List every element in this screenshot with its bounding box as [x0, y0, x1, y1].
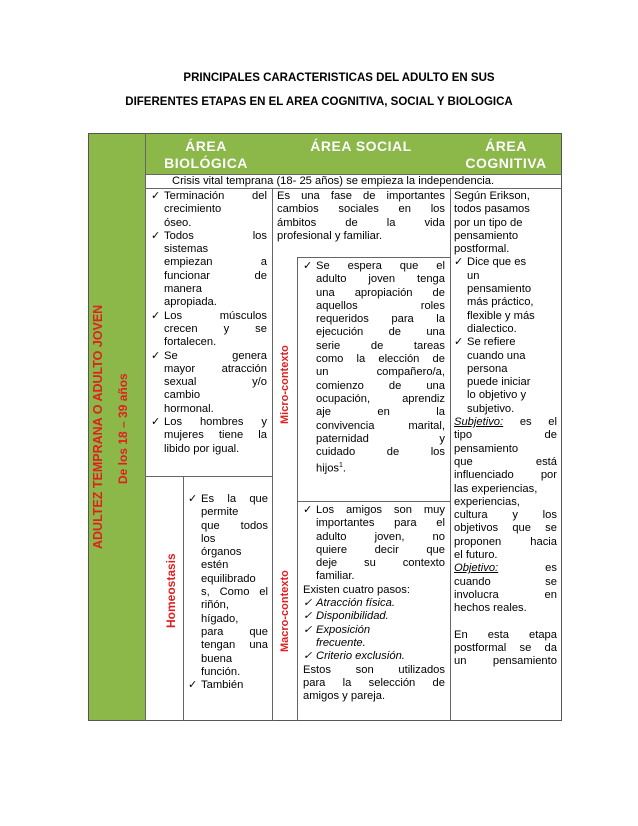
- crisis-banner: Crisis vital temprana (18- 25 años) se empieza la independencia.: [172, 175, 495, 187]
- list-item: ✓ Dice que es un pensamiento más práctico, flexible y más dialectico.: [454, 256, 557, 336]
- homeostasis-label: Homeostasis: [164, 553, 178, 629]
- list-item: ✓ Criterio exclusión.: [303, 650, 445, 663]
- list-item: ✓ Todos los sistemas empiezan a funcionar de manera apropiada.: [151, 230, 267, 310]
- list-item: ✓ Se espera que el adulto joven tenga una apropiación de aquellos roles requeridos para la ejecución de una serie de tareas como la elección de un compañero/a, comienzo de una ocupación, aprendiz aje en la convivencia marital, paternidad y cuidado de los hijos$^1$.: [303, 260, 445, 476]
- footnote-text: hijos: [316, 463, 340, 476]
- homeostasis-list: [188, 493, 268, 692]
- list-item: ✓ Terminación del crecimiento óseo.: [151, 190, 267, 230]
- header-bio-line1: ÁREA: [185, 138, 227, 154]
- steps-intro: Existen cuatro pasos:: [303, 583, 410, 596]
- macro-context-label: Macro-contexto: [279, 570, 291, 652]
- list-item: ✓ Los hombres y mujeres tiene la libido por igual.: [151, 416, 267, 456]
- list-item: ✓ Es la que permite que todos los órganos estén equilibrado s, Como el riñón, hígado, para que tengan una buena función.: [188, 493, 268, 679]
- subjetivo-label: Subjetivo:: [454, 416, 504, 429]
- list-item: ✓ Exposición frecuente.: [303, 624, 445, 651]
- document-title-line1: PRINCIPALES CARACTERISTICAS DEL ADULTO EN SUS: [183, 72, 495, 84]
- micro-context-list: [303, 260, 445, 476]
- footnote-mark[interactable]: 1: [339, 462, 343, 470]
- document-title-line2: DIFERENTES ETAPAS EN EL AREA COGNITIVA, SOCIAL Y BIOLOGICA: [125, 96, 513, 108]
- age-range-label: De los 18 – 39 años: [116, 373, 130, 485]
- stage-label: ADULTEZ TEMPRANA O ADULTO JOVEN: [91, 304, 105, 550]
- list-item: ✓ Los músculos crecen y se fortalecen.: [151, 310, 267, 350]
- list-item: ✓ Atracción física.: [303, 597, 445, 610]
- list-item: ✓ Los amigos son muy importantes para el adulto joven, no quiere decir que deje su contexto familiar.: [303, 504, 445, 584]
- list-item: ✓ Se genera mayor atracción sexual y/o cambio hormonal.: [151, 350, 267, 416]
- macro-context-list: ✓ Los amigos son muy importantes para el adulto joven, no quiere decir que deje su contexto familiar. Existen cuatro pasos: ✓ Atracción física. ✓ Disponibilidad. ✓ Exposición frecuente. ✓ Criterio exclusión. Estos son utilizados para la selección de amigos y pareja.: [303, 504, 445, 703]
- list-item: ✓ Se refiere cuando una persona puede iniciar lo objetivo y subjetivo.: [454, 336, 557, 416]
- header-cog-line1: ÁREA: [485, 138, 527, 154]
- social-intro: Es una fase de importantes cambios sociales en los ámbitos de la vida profesional y familiar.: [277, 190, 445, 242]
- objetivo-label: Objetivo:: [454, 562, 499, 575]
- header-bio-line2: BIOLÓGICA: [164, 155, 248, 171]
- list-item: ✓ Disponibilidad.: [303, 610, 445, 623]
- header-social: ÁREA SOCIAL: [310, 138, 412, 154]
- cognitive-column: Según Erikson, todos pasamos por un tipo de pensamiento postformal. ✓ Dice que es un pensamiento más práctico, flexible y más dialectico. ✓ Se refiere cuando una persona puede iniciar lo objetivo y subjetivo. Subjetivo: es el tipo de pensamiento que está influenciado por las experiencias, experiencias, cultura y los objetivos que se proponen hacia el futuro. Objetivo: es cuando se involucra en hechos reales. En esta etapa postformal se da un pensamiento: [454, 190, 557, 668]
- header-cog-line2: COGNITIVA: [465, 155, 547, 171]
- micro-context-label: Micro-contexto: [279, 345, 291, 425]
- list-item: ✓ También: [188, 679, 268, 692]
- bio-list: [151, 190, 267, 456]
